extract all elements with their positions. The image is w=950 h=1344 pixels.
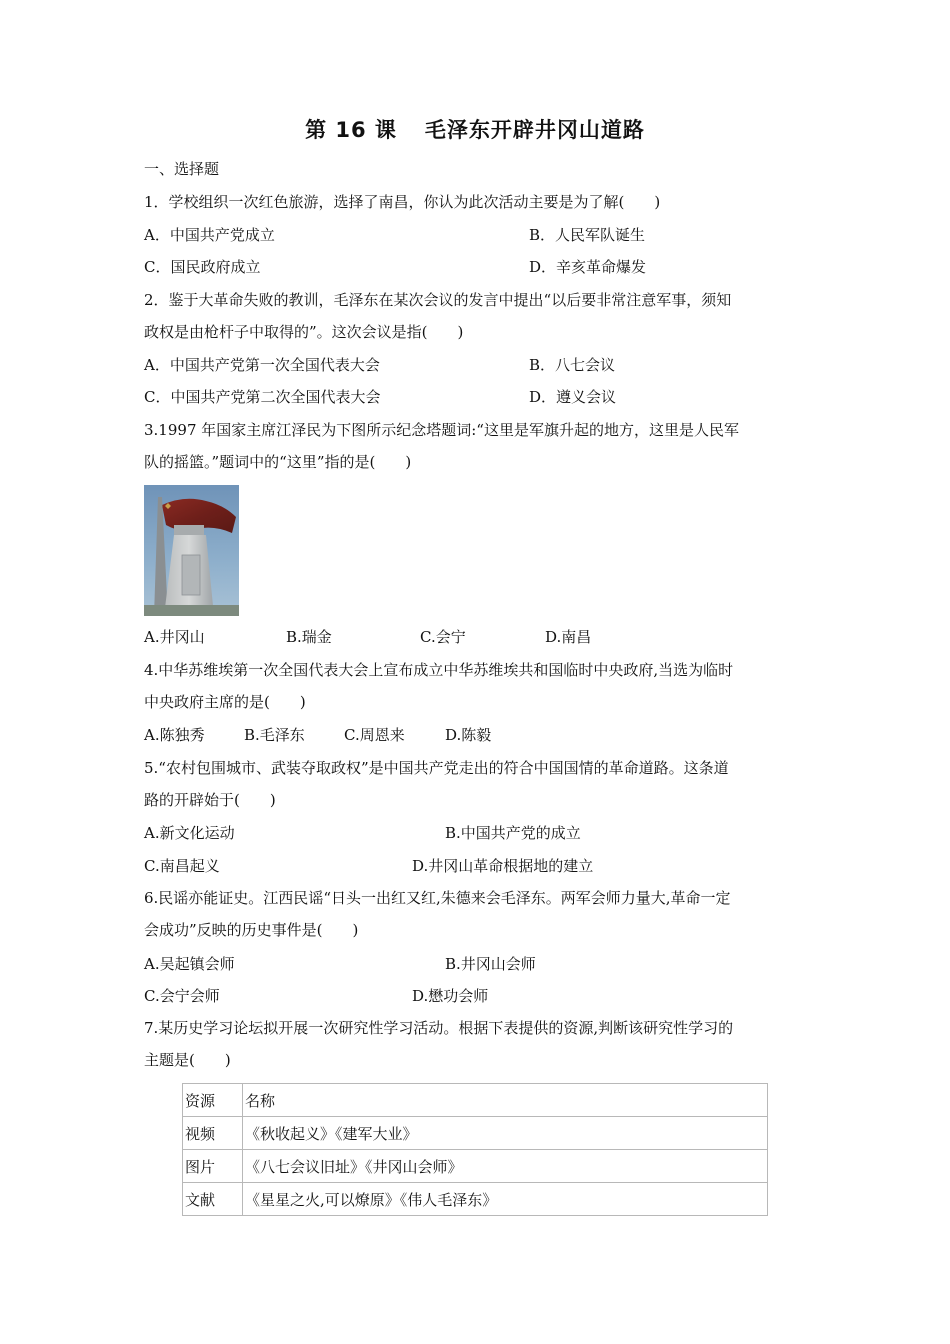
q3-stem-line1: 3.1997 年国家主席江泽民为下图所示纪念塔题词:“这里是军旗升起的地方，这里是人民军 — [144, 421, 739, 439]
q1-option-c: C．国民政府成立 — [144, 258, 261, 276]
q3-option-d: D.南昌 — [545, 628, 592, 646]
monument-cap — [174, 525, 204, 535]
q1-stem: 1．学校组织一次红色旅游，选择了南昌，你认为此次活动主要是为了解( ) — [144, 193, 661, 211]
page-title — [0, 114, 950, 144]
inscription-panel — [182, 555, 200, 595]
table-header-cell: 资源 — [183, 1084, 243, 1117]
table-row — [183, 1117, 768, 1150]
q5-option-a: A.新文化运动 — [144, 824, 235, 842]
table-cell: 视频 — [183, 1117, 243, 1150]
q2-stem-line1: 2．鉴于大革命失败的教训，毛泽东在某次会议的发言中提出“以后要非常注意军事，须知 — [144, 291, 732, 309]
table-header-cell: 名称 — [243, 1084, 768, 1117]
q6-stem-line2: 会成功”反映的历史事件是( ) — [144, 921, 359, 939]
q5-option-b: B.中国共产党的成立 — [445, 824, 581, 842]
q2-option-c: C．中国共产党第二次全国代表大会 — [144, 388, 381, 406]
q6-option-d: D.懋功会师 — [412, 987, 489, 1005]
q3-option-c: C.会宁 — [420, 628, 466, 646]
q4-option-b: B.毛泽东 — [244, 726, 305, 744]
q7-stem-line1: 7.某历史学习论坛拟开展一次研究性学习活动。根据下表提供的资源,判断该研究性学习的 — [144, 1019, 734, 1037]
q6-stem-line1: 6.民谣亦能证史。江西民谣“日头一出红又红,朱德来会毛泽东。两军会师力量大,革命一定 — [144, 889, 731, 907]
q6-option-a: A.吴起镇会师 — [144, 955, 235, 973]
resource-table — [182, 1083, 768, 1216]
q5-stem-line2: 路的开辟始于( ) — [144, 791, 276, 809]
q5-option-d: D.井冈山革命根据地的建立 — [412, 857, 594, 875]
q3-option-a: A.井冈山 — [144, 628, 205, 646]
q4-option-c: C.周恩来 — [344, 726, 405, 744]
table-cell: 文献 — [183, 1183, 243, 1216]
table-row — [183, 1183, 768, 1216]
q2-option-d: D．遵义会议 — [529, 388, 617, 406]
table-cell: 图片 — [183, 1150, 243, 1183]
q4-option-a: A.陈独秀 — [144, 726, 205, 744]
q4-stem-line1: 4.中华苏维埃第一次全国代表大会上宣布成立中华苏维埃共和国临时中央政府,当选为临时 — [144, 661, 734, 679]
table-row — [183, 1150, 768, 1183]
q1-option-b: B．人民军队诞生 — [529, 226, 646, 244]
table-header-row — [183, 1084, 768, 1117]
q1-option-d: D．辛亥革命爆发 — [529, 258, 647, 276]
q3-stem-line2: 队的摇篮。”题词中的“这里”指的是( ) — [144, 453, 412, 471]
section-heading: 一、选择题 — [144, 160, 220, 178]
q7-stem-line2: 主题是( ) — [144, 1051, 231, 1069]
q4-option-d: D.陈毅 — [445, 726, 492, 744]
q5-option-c: C.南昌起义 — [144, 857, 220, 875]
lesson-number: 第 16 课 — [305, 118, 397, 142]
lesson-name: 毛泽东开辟井冈山道路 — [424, 118, 645, 142]
ground — [144, 605, 239, 616]
q1-option-a: A．中国共产党成立 — [144, 226, 275, 244]
q4-stem-line2: 中央政府主席的是( ) — [144, 693, 306, 711]
q6-option-b: B.井冈山会师 — [445, 955, 536, 973]
monument-photo — [144, 485, 239, 616]
table-cell: 《秋收起义》《建军大业》 — [243, 1117, 768, 1150]
q2-option-a: A．中国共产党第一次全国代表大会 — [144, 356, 380, 374]
q5-stem-line1: 5.“农村包围城市、武装夺取政权”是中国共产党走出的符合中国国情的革命道路。这条道 — [144, 759, 729, 777]
table-cell: 《星星之火,可以燎原》《伟人毛泽东》 — [243, 1183, 768, 1216]
q2-option-b: B．八七会议 — [529, 356, 616, 374]
q2-stem-line2: 政权是由枪杆子中取得的”。这次会议是指( ) — [144, 323, 464, 341]
table-cell: 《八七会议旧址》《井冈山会师》 — [243, 1150, 768, 1183]
q3-option-b: B.瑞金 — [286, 628, 332, 646]
q6-option-c: C.会宁会师 — [144, 987, 220, 1005]
